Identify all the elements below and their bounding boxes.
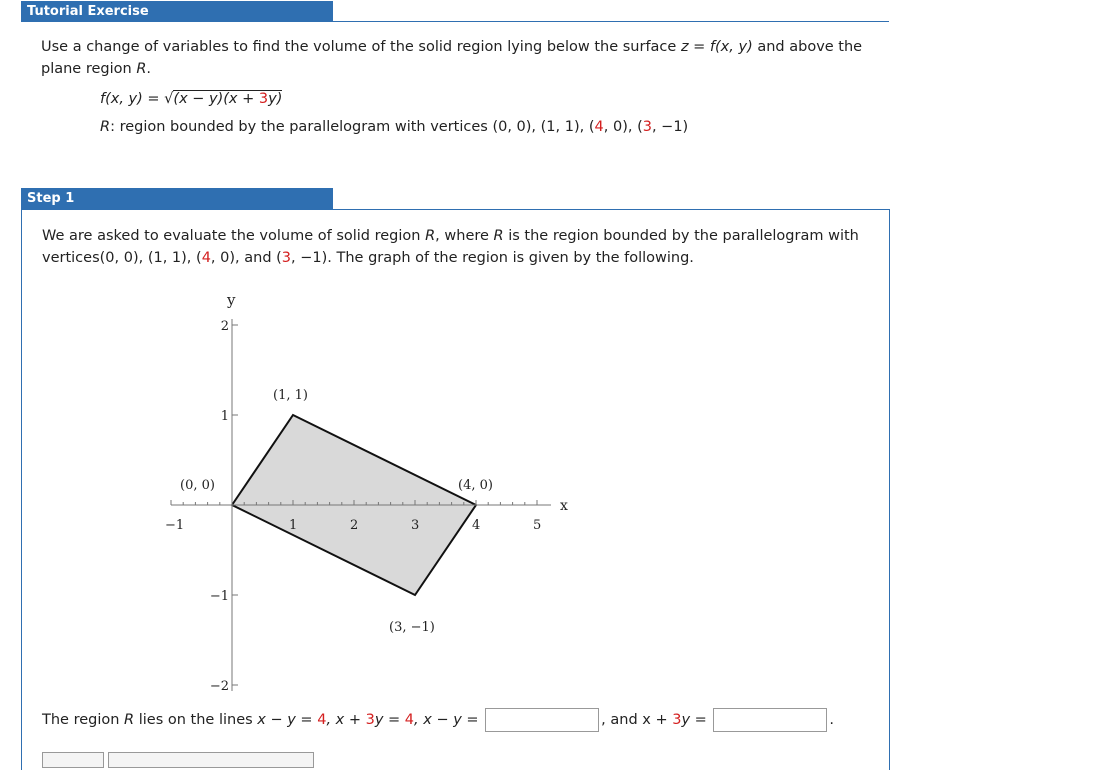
vertex-label: (4, 0) [458, 478, 493, 493]
y-tick-label: −1 [209, 589, 229, 604]
y-tick-label: −2 [209, 679, 229, 694]
function-definition: f(x, y) = √(x − y)(x + 3y) [100, 91, 283, 107]
submit-button[interactable] [42, 752, 104, 768]
header-divider [21, 21, 889, 22]
region-definition: R: region bounded by the parallelogram with vertices (0, 0), (1, 1), (4, 0), (3, −1) [100, 119, 689, 135]
vertex-label: (0, 0) [180, 478, 215, 493]
y-axis-label: y [227, 291, 236, 309]
x-tick-label: 5 [533, 518, 542, 533]
vertex-label: (1, 1) [273, 388, 308, 403]
x-axis-label: x [560, 498, 568, 514]
answer-input-2[interactable] [713, 708, 827, 732]
tutorial-exercise-header: Tutorial Exercise [21, 1, 333, 22]
y-tick-label: 2 [220, 319, 229, 334]
region-graph [150, 284, 580, 704]
sqrt-icon: √ [164, 91, 174, 107]
answer-input-1[interactable] [485, 708, 599, 732]
axes [171, 319, 551, 691]
y-tick-label: 1 [220, 409, 229, 424]
problem-statement: Use a change of variables to find the volume of the solid region lying below the surface z = f(x, y) and above the plane region R. [41, 39, 863, 77]
lines-question: The region R lies on the lines x − y = 4, x + 3y = 4, x − y = , and x + 3y = . [42, 708, 834, 732]
vertex-label: (3, −1) [389, 620, 435, 635]
skip-button[interactable] [108, 752, 314, 768]
x-tick-label: 3 [411, 518, 420, 533]
x-tick-label: 4 [472, 518, 481, 533]
x-tick-label: −1 [165, 518, 185, 533]
step-1-header: Step 1 [21, 188, 333, 209]
x-tick-label: 1 [289, 518, 298, 533]
step-explanation: We are asked to evaluate the volume of solid region R, where R is the region bounded by the parallelogram with vertices(0, 0), (1, 1), (4, 0), and (3, −1). The graph of the region is given by the following. [42, 228, 859, 266]
x-tick-label: 2 [350, 518, 359, 533]
